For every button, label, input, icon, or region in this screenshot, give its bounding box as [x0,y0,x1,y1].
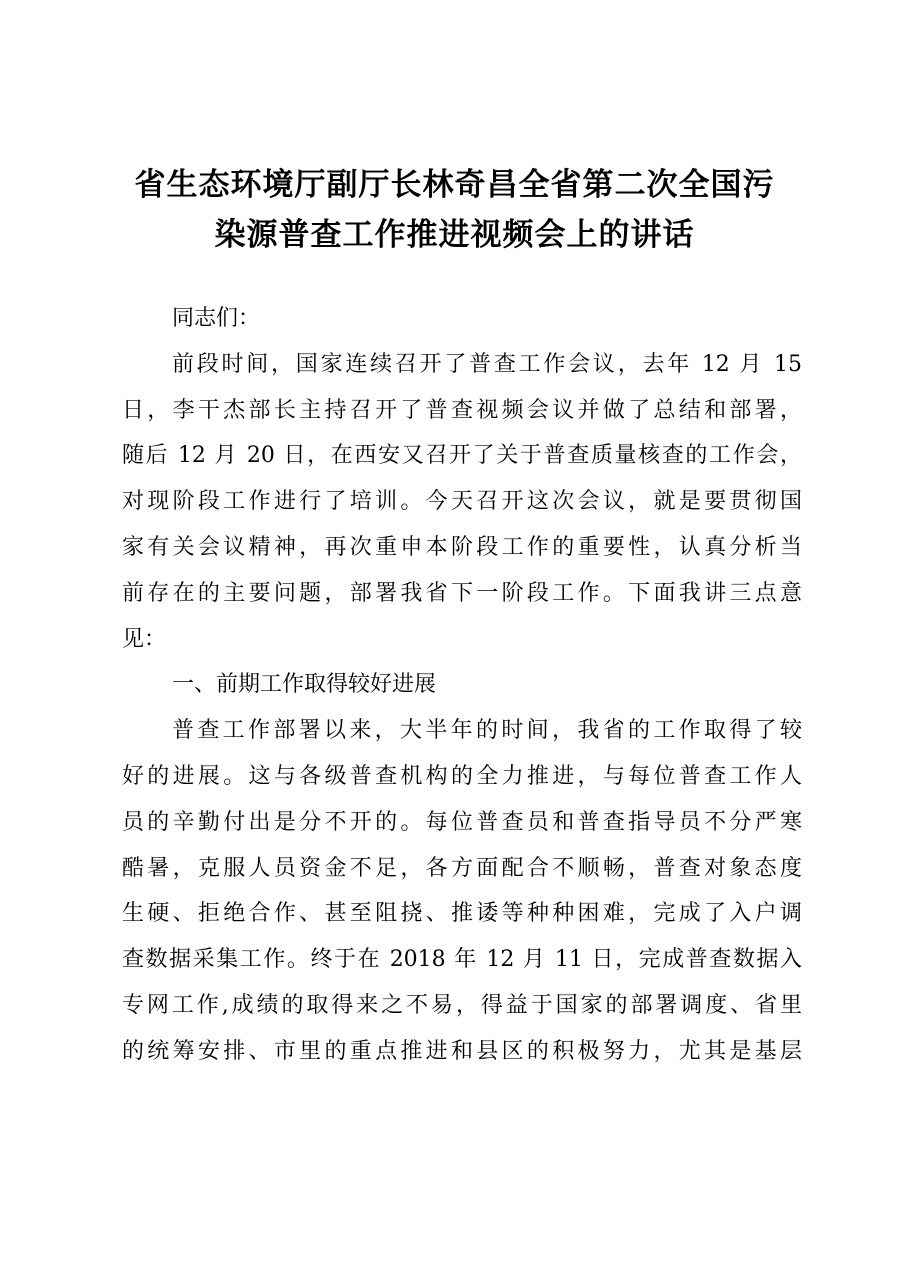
paragraph-line: 见： [122,626,167,652]
paragraph-line: 专网工作,成绩的取得来之不易，得益于国家的部署调度、省里 [122,992,802,1018]
paragraph-line: 日，李干杰部长主持召开了普查视频会议并做了总结和部署， [122,397,802,423]
paragraph-line: 的统筹安排、市里的重点推进和县区的积极努力，尤其是基层 [122,1038,802,1064]
title-line-1: 省生态环境厅副厅长林奇昌全省第二次全国污 [134,167,775,203]
salutation: 同志们： [172,306,261,331]
document-body [122,296,802,1075]
paragraph-line: 前存在的主要问题，部署我省下一阶段工作。下面我讲三点意 [122,580,802,606]
paragraph-line: 查数据采集工作。终于在 2018 年 12 月 11 日，完成普查数据入 [122,947,802,973]
title-line-2: 染源普查工作推进视频会上的讲话 [214,217,695,253]
paragraph-line: 好的进展。这与各级普查机构的全力推进，与每位普查工作人 [122,763,802,789]
section-heading: 一、前期工作取得较好进展 [172,672,437,698]
paragraph-line: 对现阶段工作进行了培训。今天召开这次会议，就是要贯彻国 [122,489,802,515]
paragraph-line: 随后 12 月 20 日，在西安又召开了关于普查质量核查的工作会， [122,443,802,469]
paragraph-line: 普查工作部署以来，大半年的时间，我省的工作取得了较 [172,718,802,744]
paragraph-line: 家有关会议精神，再次重申本阶段工作的重要性，认真分析当 [122,534,802,560]
document-title [110,160,799,260]
paragraph-line: 前段时间，国家连续召开了普查工作会议，去年 12 月 15 [172,351,802,377]
paragraph-line: 生硬、拒绝合作、甚至阻挠、推诿等种种困难，完成了入户调 [122,901,802,927]
paragraph-line: 酷暑，克服人员资金不足，各方面配合不顺畅，普查对象态度 [122,855,802,881]
paragraph-line: 员的辛勤付出是分不开的。每位普查员和普查指导员不分严寒 [122,809,802,835]
